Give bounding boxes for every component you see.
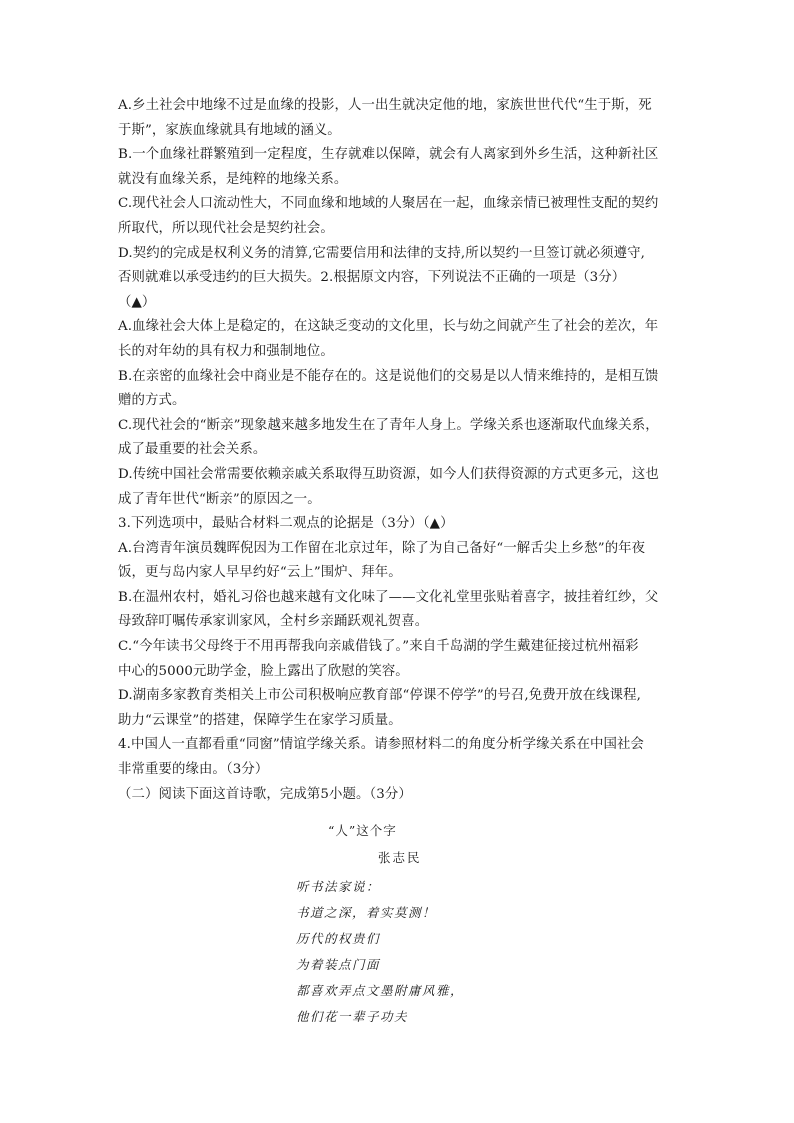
poem-line: 听书法家说： [296, 879, 381, 894]
text-line: 成了青年世代“断亲”的原因之一。 [118, 491, 321, 507]
text-line: 所取代，所以现代社会是契约社会。 [118, 220, 334, 236]
text-line: 饭，更与岛内家人早早约好“云上”围炉、拜年。 [118, 565, 402, 581]
poem-line: 他们花一辈子功夫 [296, 1009, 409, 1024]
text-line: B.在温州农村，婚礼习俗也越来越有文化味了——文化礼堂里张贴着喜字，披挂着红纱，父 [118, 589, 659, 605]
question-4-heading: 4.中国人一直都看重“同窗”情谊学缘关系。请参照材料二的角度分析学缘关系在中国社会 [118, 737, 645, 753]
question-3-heading: 3.下列选项中，最贴合材料二观点的论据是（3分）（▲） [118, 516, 454, 532]
text-line: 非常重要的缘由。（3分） [118, 762, 269, 778]
text-line: D.湖南多家教育类相关上市公司积极响应教育部“停课不停学”的号召,免费开放在线课程, [118, 688, 641, 704]
text-line: D.传统中国社会常需要依赖亲戚关系取得互助资源，如今人们获得资源的方式更多元，这也 [118, 466, 659, 482]
text-line: 于斯”，家族血缘就具有地域的涵义。 [118, 122, 341, 138]
text-line: D.契约的完成是权利义务的清算,它需要信用和法律的支持,所以契约一旦签订就必须遵守, [118, 245, 645, 261]
poem-line: 都喜欢弄点文墨附庸风雅， [296, 983, 465, 998]
text-line: 母致辞叮嘱传承家训家风，全村乡亲踊跃观礼贺喜。 [118, 614, 429, 630]
poem-title: “人”这个字 [328, 823, 397, 838]
text-line: C.现代社会人口流动性大，不同血缘和地域的人聚居在一起，血缘亲情已被理性支配的契约 [118, 196, 659, 212]
text-line: 中心的5000元助学金，脸上露出了欣慰的笑容。 [118, 663, 409, 679]
text-line: A.乡土社会中地缘不过是血缘的投影，人一出生就决定他的地，家族世世代代“生于斯，死 [118, 98, 652, 113]
text-line: B.在亲密的血缘社会中商业是不能存在的。这是说他们的交易是以人情来维持的，是相互馈 [118, 368, 659, 384]
poem-line: 书道之深，着实莫测！ [296, 905, 437, 920]
text-line: 长的对年幼的具有权力和强制地位。 [118, 343, 334, 359]
answer-placeholder: （▲） [118, 294, 156, 310]
text-line: C.“今年读书父母终于不用再帮我向亲戚借钱了。”来自千岛湖的学生戴建征接过杭州福彩 [118, 639, 639, 655]
text-line: 助力“云课堂”的搭建，保障学生在家学习质量。 [118, 712, 402, 728]
text-line: B.一个血缘社群繁殖到一定程度，生存就难以保障，就会有人离家到外乡生活，这种新社区 [118, 147, 659, 163]
poem-line: 历代的权贵们 [296, 931, 381, 946]
question-text [118, 94, 684, 807]
poem-line: 为着装点门面 [296, 957, 381, 972]
section-heading: （二）阅读下面这首诗歌，完成第5小题。（3分） [118, 786, 412, 802]
text-line: A.血缘社会大体上是稳定的，在这缺乏变动的文化里，长与幼之间就产生了社会的差次，年 [118, 319, 659, 335]
text-line: C.现代社会的“断亲”现象越来越多地发生在了青年人身上。学缘关系也逐渐取代血缘关系， [118, 417, 659, 433]
poem-author: 张志民 [378, 850, 422, 865]
text-line: 成了最重要的社会关系。 [118, 442, 267, 458]
text-line: 就没有血缘关系，是纯粹的地缘关系。 [118, 171, 348, 187]
poem-body [296, 874, 464, 1030]
text-line: A.台湾青年演员魏晖倪因为工作留在北京过年，除了为自己备好“一解舌尖上乡愁”的年夜 [118, 540, 646, 556]
text-line: 否则就难以承受违约的巨大损失。2.根据原文内容，下列说法不正确的一项是（3分） [118, 270, 626, 286]
text-line: 赠的方式。 [118, 393, 186, 409]
